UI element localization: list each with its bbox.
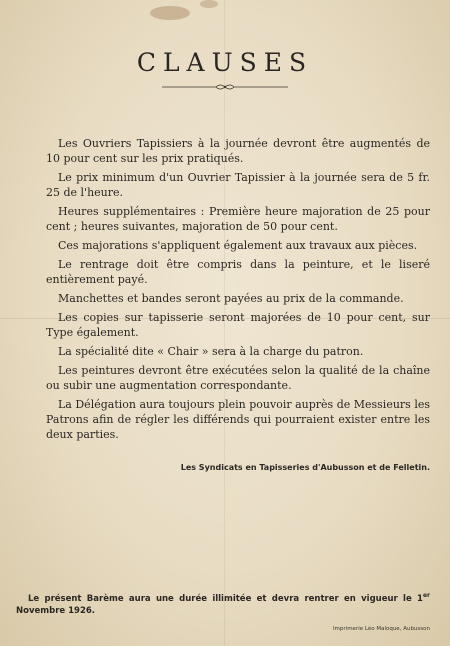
clause-paragraph: Les Ouvriers Tapissiers à la journée devront être augmentés de 10 pour cent sur les prix pratiqués. [46,137,430,165]
clause-paragraph: La Délégation aura toujours plein pouvoir auprès de Messieurs les Patrons afin de régler les différends qui pourraient exister entre les deux parties. [46,398,430,441]
validity-note [16,590,430,617]
validity-note-main: Le présent Barème aura une durée illimitée et devra rentrer en vigueur le 1 [28,593,423,604]
printer-credit: Imprimerie Léo Maloque, Aubusson [332,626,430,632]
clause-paragraph: Le prix minimum d'un Ouvrier Tapissier à la journée sera de 5 fr. 25 de l'heure. [46,171,430,199]
clause-paragraph: Manchettes et bandes seront payées au prix de la commande. [58,292,404,305]
clause-paragraph: Les copies sur tapisserie seront majorées de 10 pour cent, sur Type également. [46,311,430,339]
signature-line: Les Syndicats en Tapisseries d'Aubusson et de Felletin. [180,463,430,472]
clause-paragraph: La spécialité dite « Chair » sera à la charge du patron. [58,345,364,358]
paper-stain [200,0,218,8]
paper-stain [150,6,190,20]
clause-paragraph: Le rentrage doit être compris dans la peinture, et le liseré entièrement payé. [46,258,430,286]
clause-paragraph: Les peintures devront être exécutées selon la qualité de la chaîne ou subir une augmentation correspondante. [46,364,430,392]
validity-note-end: Novembre 1926. [16,605,96,616]
clauses-body [46,136,430,446]
clause-paragraph: Heures supplémentaires : Première heure majoration de 25 pour cent ; heures suivantes, majoration de 50 pour cent. [46,205,430,233]
validity-note-superscript: er [422,592,430,599]
ornament-divider-icon [160,82,290,92]
document-title: CLAUSES [136,48,314,77]
clause-paragraph: Ces majorations s'appliquent également aux travaux aux pièces. [58,239,418,252]
